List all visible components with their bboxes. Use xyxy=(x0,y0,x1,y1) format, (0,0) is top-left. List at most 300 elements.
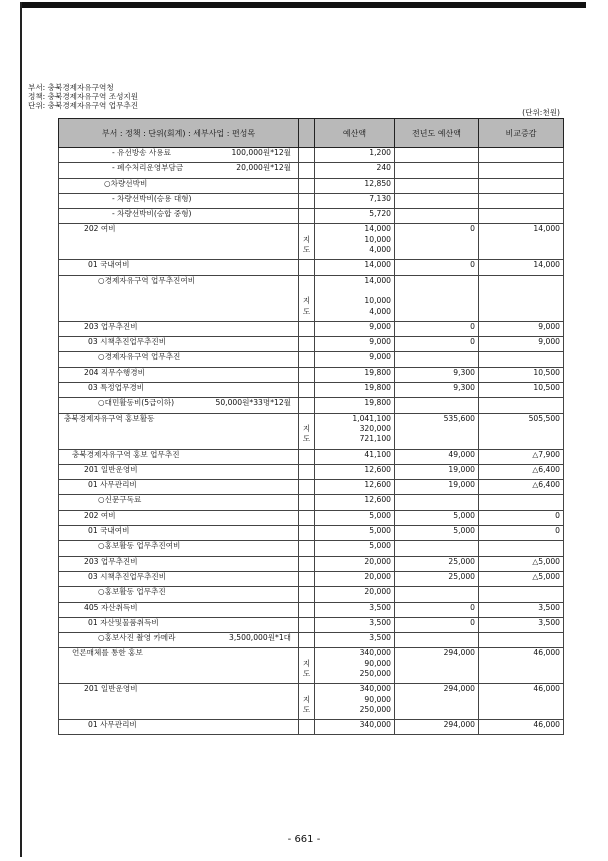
row-budget-cell xyxy=(315,720,395,735)
fund-marker: 도 xyxy=(302,704,311,714)
row-name-cell xyxy=(59,648,299,684)
row-prev-budget-cell xyxy=(395,163,479,178)
budget-value: 4,000 xyxy=(369,245,391,255)
row-prev-budget-cell xyxy=(395,352,479,367)
row-budget-cell xyxy=(315,163,395,178)
budget-value: 90,000 xyxy=(364,658,391,668)
row-name: - 폐수처리운영부담금 xyxy=(112,163,184,173)
row-prev-budget-cell xyxy=(395,720,479,735)
diff-value: 46,000 xyxy=(533,648,560,658)
row-name-cell xyxy=(59,193,299,208)
budget-value: 9,000 xyxy=(369,352,391,362)
row-name-cell xyxy=(59,617,299,632)
fund-marker: 도 xyxy=(302,668,311,678)
budget-value: 90,000 xyxy=(364,694,391,704)
row-name-cell xyxy=(59,275,299,321)
budget-value: 14,000 xyxy=(364,260,391,270)
row-fund-marker-cell xyxy=(299,526,315,541)
budget-value: 9,000 xyxy=(369,321,391,331)
row-budget-cell xyxy=(315,398,395,413)
row-budget-cell xyxy=(315,321,395,336)
table-row xyxy=(59,449,564,464)
row-name-cell xyxy=(59,398,299,413)
prev-budget-value: 9,300 xyxy=(453,367,475,377)
row-fund-marker-cell xyxy=(299,352,315,367)
row-diff-cell xyxy=(479,321,564,336)
fund-marker: 도 xyxy=(302,245,311,255)
row-diff-cell xyxy=(479,178,564,193)
table-row xyxy=(59,510,564,525)
diff-value: 10,500 xyxy=(533,383,560,393)
row-diff-cell xyxy=(479,587,564,602)
row-diff-cell xyxy=(479,602,564,617)
row-budget-cell xyxy=(315,352,395,367)
row-name: ○홍보활동 업무추진 xyxy=(98,587,166,597)
row-prev-budget-cell xyxy=(395,321,479,336)
row-prev-budget-cell xyxy=(395,367,479,382)
budget-value: 9,000 xyxy=(369,337,391,347)
table-row xyxy=(59,193,564,208)
row-fund-marker-cell xyxy=(299,383,315,398)
row-name-cell xyxy=(59,495,299,510)
budget-value: 41,100 xyxy=(364,449,391,459)
prev-budget-value: 9,300 xyxy=(453,383,475,393)
table-row xyxy=(59,275,564,321)
row-name-cell xyxy=(59,587,299,602)
table-row xyxy=(59,541,564,556)
row-name: - 유선방송 사용료 xyxy=(112,148,171,157)
prev-budget-value: 0 xyxy=(470,602,475,612)
diff-value: 3,500 xyxy=(538,602,560,612)
budget-value: 3,500 xyxy=(369,633,391,643)
fund-marker xyxy=(299,648,314,658)
row-name: 언론매체를 통한 홍보 xyxy=(72,648,143,658)
row-diff-cell xyxy=(479,352,564,367)
table-row xyxy=(59,163,564,178)
budget-value: 3,500 xyxy=(369,617,391,627)
row-prev-budget-cell xyxy=(395,684,479,720)
row-name: 충북경제자유구역 홍보 업무추진 xyxy=(72,449,180,459)
row-prev-budget-cell xyxy=(395,587,479,602)
fund-marker xyxy=(299,684,314,694)
budget-value: 250,000 xyxy=(359,704,391,714)
prev-budget-value: 0 xyxy=(470,617,475,627)
budget-value: 4,000 xyxy=(369,306,391,316)
row-diff-cell xyxy=(479,398,564,413)
row-calc-formula: 100,000원*12월 xyxy=(231,148,291,157)
row-diff-cell xyxy=(479,449,564,464)
row-diff-cell xyxy=(479,617,564,632)
table-row xyxy=(59,617,564,632)
row-fund-marker-cell xyxy=(299,633,315,648)
row-name-cell xyxy=(59,449,299,464)
budget-table xyxy=(58,118,564,735)
row-name: 202 여비 xyxy=(84,224,116,234)
table-row xyxy=(59,464,564,479)
row-prev-budget-cell xyxy=(395,178,479,193)
table-row xyxy=(59,684,564,720)
row-fund-marker-cell xyxy=(299,367,315,382)
budget-value: 20,000 xyxy=(364,587,391,597)
row-name: ○경제자유구역 업무추진여비 xyxy=(98,275,196,285)
row-prev-budget-cell xyxy=(395,556,479,571)
fund-marker xyxy=(299,276,314,286)
row-name-cell xyxy=(59,178,299,193)
row-name-cell xyxy=(59,480,299,495)
table-row xyxy=(59,587,564,602)
row-fund-marker-cell xyxy=(299,648,315,684)
budget-value: 5,720 xyxy=(369,209,391,219)
row-prev-budget-cell xyxy=(395,571,479,586)
budget-value: 3,500 xyxy=(369,602,391,612)
row-name: ○경제자유구역 업무추진 xyxy=(98,352,181,362)
row-diff-cell xyxy=(479,541,564,556)
row-name: 201 일반운영비 xyxy=(84,684,138,694)
diff-value: △6,400 xyxy=(532,464,560,474)
row-diff-cell xyxy=(479,633,564,648)
row-name: 203 업무추진비 xyxy=(84,556,138,566)
row-name: 03 시책추진업무추진비 xyxy=(88,571,167,581)
prev-budget-value: 0 xyxy=(470,224,475,234)
diff-value: △6,400 xyxy=(532,480,560,490)
row-prev-budget-cell xyxy=(395,275,479,321)
row-fund-marker-cell xyxy=(299,617,315,632)
row-fund-marker-cell xyxy=(299,224,315,260)
row-fund-marker-cell xyxy=(299,209,315,224)
row-name-cell xyxy=(59,526,299,541)
row-diff-cell xyxy=(479,209,564,224)
prev-budget-value: 19,000 xyxy=(448,464,475,474)
col-diff-header: 비교증감 xyxy=(479,119,564,148)
row-budget-cell xyxy=(315,449,395,464)
diff-value: 3,500 xyxy=(538,617,560,627)
row-budget-cell xyxy=(315,495,395,510)
row-name: 01 국내여비 xyxy=(88,526,130,536)
row-fund-marker-cell xyxy=(299,464,315,479)
table-row xyxy=(59,148,564,163)
table-row xyxy=(59,480,564,495)
row-name: - 차량선박비(승합 중형) xyxy=(112,209,192,219)
row-name-cell xyxy=(59,367,299,382)
row-name: 203 업무추진비 xyxy=(84,321,138,331)
budget-value: 20,000 xyxy=(364,571,391,581)
budget-value: 5,000 xyxy=(369,541,391,551)
row-budget-cell xyxy=(315,148,395,163)
fund-marker: 도 xyxy=(302,306,311,316)
table-row xyxy=(59,337,564,352)
budget-value: 7,130 xyxy=(369,193,391,203)
row-diff-cell xyxy=(479,684,564,720)
policy-label: 정책: 충북경제자유구역 조성지원 xyxy=(28,92,139,101)
row-diff-cell xyxy=(479,275,564,321)
row-budget-cell xyxy=(315,224,395,260)
row-prev-budget-cell xyxy=(395,541,479,556)
prev-budget-value: 294,000 xyxy=(443,648,475,658)
row-budget-cell xyxy=(315,541,395,556)
diff-value: 9,000 xyxy=(538,321,560,331)
row-name: 204 직무수행경비 xyxy=(84,367,145,377)
budget-value: 250,000 xyxy=(359,668,391,678)
prev-budget-value: 294,000 xyxy=(443,720,475,730)
fund-marker: 지 xyxy=(302,658,311,668)
budget-value: 721,100 xyxy=(359,434,391,444)
col-marker-header xyxy=(299,119,315,148)
row-prev-budget-cell xyxy=(395,413,479,449)
budget-value: 340,000 xyxy=(359,684,391,694)
diff-value: △5,000 xyxy=(532,571,560,581)
currency-unit: (단위:천원) xyxy=(522,108,560,117)
row-budget-cell xyxy=(315,178,395,193)
row-name-cell xyxy=(59,571,299,586)
prev-budget-value: 19,000 xyxy=(448,480,475,490)
row-diff-cell xyxy=(479,480,564,495)
row-prev-budget-cell xyxy=(395,464,479,479)
col-name-header: 부서 : 정책 : 단위(회계) : 세부사업 : 편성목 xyxy=(59,119,299,148)
row-fund-marker-cell xyxy=(299,193,315,208)
diff-value: 505,500 xyxy=(528,413,560,423)
prev-budget-value: 25,000 xyxy=(448,571,475,581)
budget-value: 19,800 xyxy=(364,398,391,408)
row-name-cell xyxy=(59,720,299,735)
table-row xyxy=(59,321,564,336)
row-diff-cell xyxy=(479,193,564,208)
row-budget-cell xyxy=(315,275,395,321)
row-budget-cell xyxy=(315,367,395,382)
row-prev-budget-cell xyxy=(395,648,479,684)
prev-budget-value: 294,000 xyxy=(443,684,475,694)
row-budget-cell xyxy=(315,556,395,571)
row-fund-marker-cell xyxy=(299,321,315,336)
row-fund-marker-cell xyxy=(299,148,315,163)
row-budget-cell xyxy=(315,413,395,449)
budget-value: 19,800 xyxy=(364,383,391,393)
diff-value: 10,500 xyxy=(533,367,560,377)
row-prev-budget-cell xyxy=(395,449,479,464)
diff-value: 0 xyxy=(555,510,560,520)
row-fund-marker-cell xyxy=(299,602,315,617)
row-budget-cell xyxy=(315,510,395,525)
table-row xyxy=(59,602,564,617)
row-name: 03 특정업무경비 xyxy=(88,383,145,393)
row-prev-budget-cell xyxy=(395,633,479,648)
budget-value: 1,041,100 xyxy=(352,413,391,423)
row-diff-cell xyxy=(479,720,564,735)
row-diff-cell xyxy=(479,648,564,684)
row-diff-cell xyxy=(479,510,564,525)
table-row xyxy=(59,720,564,735)
row-diff-cell xyxy=(479,224,564,260)
budget-value: 5,000 xyxy=(369,526,391,536)
row-prev-budget-cell xyxy=(395,383,479,398)
diff-value: △7,900 xyxy=(532,449,560,459)
row-prev-budget-cell xyxy=(395,224,479,260)
row-name-cell xyxy=(59,337,299,352)
row-name-cell xyxy=(59,602,299,617)
row-name-cell xyxy=(59,321,299,336)
row-fund-marker-cell xyxy=(299,587,315,602)
row-name-cell xyxy=(59,209,299,224)
row-budget-cell xyxy=(315,602,395,617)
diff-value: △5,000 xyxy=(532,556,560,566)
table-row xyxy=(59,352,564,367)
table-row xyxy=(59,648,564,684)
row-prev-budget-cell xyxy=(395,480,479,495)
page-number: - 661 - xyxy=(287,834,321,845)
row-name-cell xyxy=(59,684,299,720)
row-prev-budget-cell xyxy=(395,526,479,541)
row-diff-cell xyxy=(479,367,564,382)
row-budget-cell xyxy=(315,464,395,479)
row-name-cell xyxy=(59,352,299,367)
row-fund-marker-cell xyxy=(299,260,315,275)
row-name-cell xyxy=(59,260,299,275)
row-fund-marker-cell xyxy=(299,449,315,464)
fund-marker: 지 xyxy=(302,234,311,244)
budget-value: 340,000 xyxy=(359,720,391,730)
row-name: 01 자산및물품취득비 xyxy=(88,617,159,627)
budget-value: 12,850 xyxy=(364,178,391,188)
col-prev-budget-header: 전년도 예산액 xyxy=(395,119,479,148)
row-name: ○대민활동비(5급이하) xyxy=(98,398,175,408)
row-name: ○차량선박비 xyxy=(104,178,148,188)
fund-marker xyxy=(299,224,314,234)
row-fund-marker-cell xyxy=(299,398,315,413)
row-prev-budget-cell xyxy=(395,495,479,510)
row-fund-marker-cell xyxy=(299,720,315,735)
table-row xyxy=(59,526,564,541)
row-diff-cell xyxy=(479,495,564,510)
budget-value: 19,800 xyxy=(364,367,391,377)
budget-value xyxy=(318,286,391,296)
budget-value: 5,000 xyxy=(369,510,391,520)
budget-value: 14,000 xyxy=(364,275,391,285)
left-border xyxy=(20,2,22,857)
budget-value: 20,000 xyxy=(364,556,391,566)
row-fund-marker-cell xyxy=(299,541,315,556)
budget-value: 12,600 xyxy=(364,495,391,505)
row-diff-cell xyxy=(479,383,564,398)
row-name-cell xyxy=(59,633,299,648)
budget-value: 320,000 xyxy=(359,423,391,433)
budget-value: 12,600 xyxy=(364,480,391,490)
col-budget-header: 예산액 xyxy=(315,119,395,148)
row-name: - 차량선박비(승용 대형) xyxy=(112,193,192,203)
table-row xyxy=(59,413,564,449)
budget-value: 10,000 xyxy=(364,296,391,306)
fund-marker: 지 xyxy=(302,296,311,306)
row-budget-cell xyxy=(315,617,395,632)
table-row xyxy=(59,209,564,224)
fund-marker: 지 xyxy=(302,694,311,704)
row-diff-cell xyxy=(479,464,564,479)
table-row xyxy=(59,260,564,275)
table-row xyxy=(59,383,564,398)
row-name-cell xyxy=(59,163,299,178)
row-fund-marker-cell xyxy=(299,178,315,193)
row-fund-marker-cell xyxy=(299,556,315,571)
diff-value: 46,000 xyxy=(533,684,560,694)
row-fund-marker-cell xyxy=(299,275,315,321)
row-budget-cell xyxy=(315,684,395,720)
table-row xyxy=(59,178,564,193)
row-budget-cell xyxy=(315,587,395,602)
table-row xyxy=(59,571,564,586)
row-diff-cell xyxy=(479,337,564,352)
fund-marker xyxy=(299,414,314,424)
table-header-row xyxy=(59,119,564,148)
table-row xyxy=(59,398,564,413)
prev-budget-value: 5,000 xyxy=(453,510,475,520)
row-name: 202 여비 xyxy=(84,510,116,520)
row-diff-cell xyxy=(479,571,564,586)
row-name: 01 사무관리비 xyxy=(88,480,137,490)
prev-budget-value: 0 xyxy=(470,337,475,347)
row-diff-cell xyxy=(479,260,564,275)
row-name: 405 자산취득비 xyxy=(84,602,138,612)
row-name-cell xyxy=(59,224,299,260)
row-prev-budget-cell xyxy=(395,337,479,352)
budget-value: 10,000 xyxy=(364,234,391,244)
row-fund-marker-cell xyxy=(299,413,315,449)
row-fund-marker-cell xyxy=(299,337,315,352)
unit-program-label: 단위: 충북경제자유구역 업무추진 xyxy=(28,101,139,110)
row-diff-cell xyxy=(479,148,564,163)
diff-value: 46,000 xyxy=(533,720,560,730)
prev-budget-value: 0 xyxy=(470,260,475,270)
row-calc-formula: 3,500,000원*1대 xyxy=(229,633,291,643)
table-row xyxy=(59,495,564,510)
row-diff-cell xyxy=(479,526,564,541)
row-budget-cell xyxy=(315,633,395,648)
prev-budget-value: 0 xyxy=(470,321,475,331)
row-name: 충북경제자유구역 홍보활동 xyxy=(64,413,155,423)
row-name-cell xyxy=(59,556,299,571)
row-calc-formula: 50,000원*33명*12월 xyxy=(215,398,291,408)
row-name: ○신문구독료 xyxy=(98,495,142,505)
prev-budget-value: 5,000 xyxy=(453,526,475,536)
budget-value: 340,000 xyxy=(359,648,391,658)
budget-value: 12,600 xyxy=(364,464,391,474)
row-name: 01 국내여비 xyxy=(88,260,130,270)
row-name-cell xyxy=(59,541,299,556)
row-prev-budget-cell xyxy=(395,148,479,163)
row-name-cell xyxy=(59,383,299,398)
fund-marker: 도 xyxy=(302,434,311,444)
row-name-cell xyxy=(59,510,299,525)
table-row xyxy=(59,367,564,382)
prev-budget-value: 25,000 xyxy=(448,556,475,566)
budget-value: 240 xyxy=(376,163,391,173)
row-budget-cell xyxy=(315,480,395,495)
row-budget-cell xyxy=(315,526,395,541)
row-name-cell xyxy=(59,148,299,163)
row-budget-cell xyxy=(315,648,395,684)
row-budget-cell xyxy=(315,383,395,398)
prev-budget-value: 49,000 xyxy=(448,449,475,459)
row-name-cell xyxy=(59,413,299,449)
row-diff-cell xyxy=(479,163,564,178)
row-fund-marker-cell xyxy=(299,495,315,510)
fund-marker xyxy=(299,286,314,296)
row-fund-marker-cell xyxy=(299,510,315,525)
top-border xyxy=(20,2,586,8)
row-budget-cell xyxy=(315,260,395,275)
row-name: ○홍보활동 업무추진여비 xyxy=(98,541,181,551)
fund-marker: 지 xyxy=(302,423,311,433)
diff-value: 0 xyxy=(555,526,560,536)
row-diff-cell xyxy=(479,556,564,571)
row-name-cell xyxy=(59,464,299,479)
